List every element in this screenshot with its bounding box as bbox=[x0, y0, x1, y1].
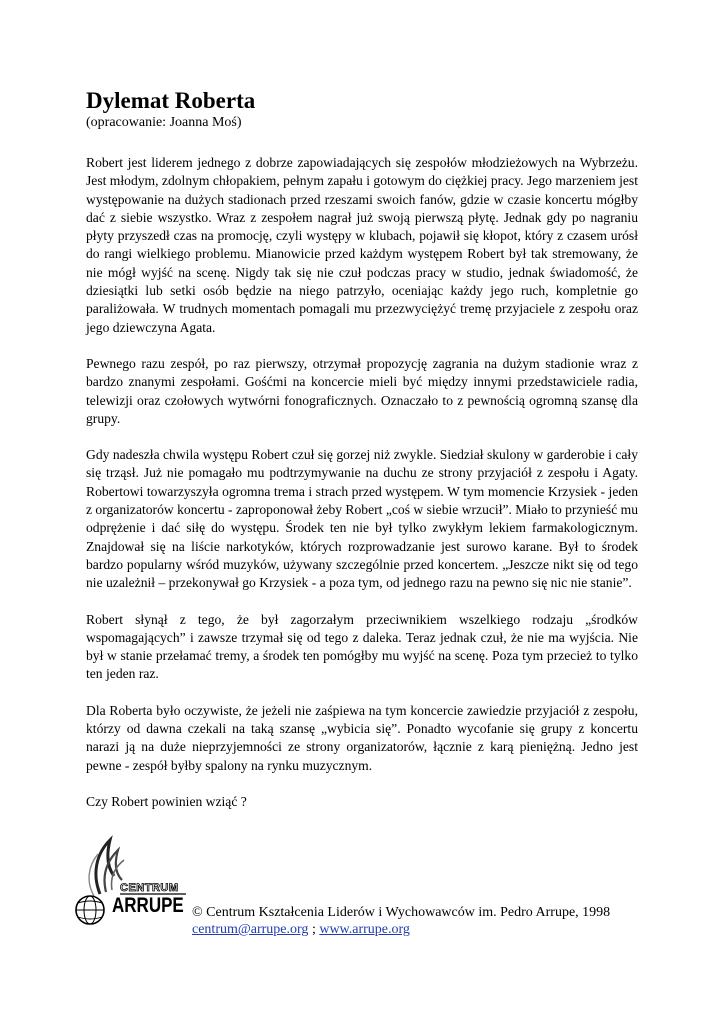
email-link[interactable]: centrum@arrupe.org bbox=[192, 922, 309, 937]
logo-text-centrum: CENTRUM bbox=[120, 882, 179, 894]
link-separator: ; bbox=[308, 922, 320, 937]
closing-question: Czy Robert powinien wziąć ? bbox=[86, 793, 247, 809]
document-page bbox=[86, 88, 638, 829]
paragraph-1: Robert jest liderem jednego z dobrze zapowiadających się zespołów młodzieżowych na Wybrzeżu. Jest młodym, zdolnym chłopakiem, pełnym zapału i gotowym do ciężkiej pracy. Jego marzeniem jest występowanie na dużych stadionach przed rzeszami swoich fanów, gdzie w czasie koncertu mógłby dać z siebie wszystko. Wraz z zespołem nagrał już swoją pierwszą płytę. Jednak gdy po nagraniu płyty przyszedł czas na promocję, czyli występy w klubach, pojawił się kłopot, który z czasem urósł do rangi wielkiego problemu. Mianowicie przed każdym występem Robert był tak stremowany, że nie mógł wyjść na scenę. Nigdy tak się nie czuł podczas pracy w studio, jednak świadomość, że dziesiątki lub setki osób będzie na niego patrzyło, oceniając każdy jego ruch, kompletnie go paraliżowała. W trudnych momentach pomagali mu przezwyciężyć tremę przyjaciele z zespołu oraz jego dziewczyna Agata. bbox=[86, 155, 638, 335]
paragraph-2: Pewnego razu zespół, po raz pierwszy, otrzymał propozycję zagrania na dużym stadionie wraz z bardzo znanymi zespołami. Gośćmi na koncercie mieli być między innymi przedstawiciele radia, telewizji oraz czołowych wytwórni fonograficznych. Oznaczało to z pewnością ogromną szansę dla grupy. bbox=[86, 355, 638, 426]
paragraph-3: Gdy nadeszła chwila występu Robert czuł się gorzej niż zwykle. Siedział skulony w garderobie i cały się trząsł. Już nie pomagało mu podtrzymywanie na duchu ze strony przyjaciół z zespołu i Agaty. Robertowi towarzyszyła ogromna trema i strach przed występem. W tym momencie Krzysiek - jeden z organizatorów koncertu - zaproponował żeby Robert „coś w siebie wrzucił”. Miało to przynieść mu odprężenie i dać siłę do występu. Środek ten nie był tylko zwykłym lekiem farmakologicznym. Znajdował się na liście narkotyków, których rozprowadzanie jest surowo karane. Był to środek bardzo popularny wśród muzyków, używany szczególnie przed koncertem. „Jeszcze nikt się od tego nie uzależnił – przekonywał go Krzysiek - a poza tym, od jednego razu na pewno się nic nie stanie”. bbox=[86, 447, 638, 591]
paragraph-4: Robert słynął z tego, że był zagorzałym przeciwnikiem wszelkiego rodzaju „środków wspomagających” i zawsze trzymał się od tego z daleka. Teraz jednak czuł, że nie ma wyjścia. Nie był w stanie przełamać tremy, a środek ten pomógłby mu wyjść na scenę. Poza tym przecież to tylko ten jeden raz. bbox=[86, 611, 638, 682]
paragraph-5: Dla Roberta było oczywiste, że jeżeli nie zaśpiewa na tym koncercie zawiedzie przyjaciół z zespołu, którzy od dawna czekali na taką szansę „wybicia się”. Ponadto wycofanie się grupy z koncertu narazi ją na duże nieprzyjemności ze strony organizatorów, łącznie z karą pieniężną. Jedno jest pewne - zespół byłby spalony na rynku muzycznym. bbox=[86, 702, 638, 773]
website-link[interactable]: www.arrupe.org bbox=[319, 922, 410, 937]
copyright-line: © Centrum Kształcenia Liderów i Wychowawców im. Pedro Arrupe, 1998 bbox=[192, 905, 611, 920]
document-subtitle: (opracowanie: Joanna Moś) bbox=[86, 115, 242, 130]
logo-text-arrupe: ARRUPE bbox=[112, 894, 184, 918]
footer-text bbox=[192, 904, 610, 938]
footer bbox=[62, 832, 662, 942]
centrum-arrupe-logo bbox=[62, 832, 198, 928]
contact-links bbox=[192, 921, 610, 938]
document-title: Dylemat Roberta bbox=[86, 88, 256, 113]
